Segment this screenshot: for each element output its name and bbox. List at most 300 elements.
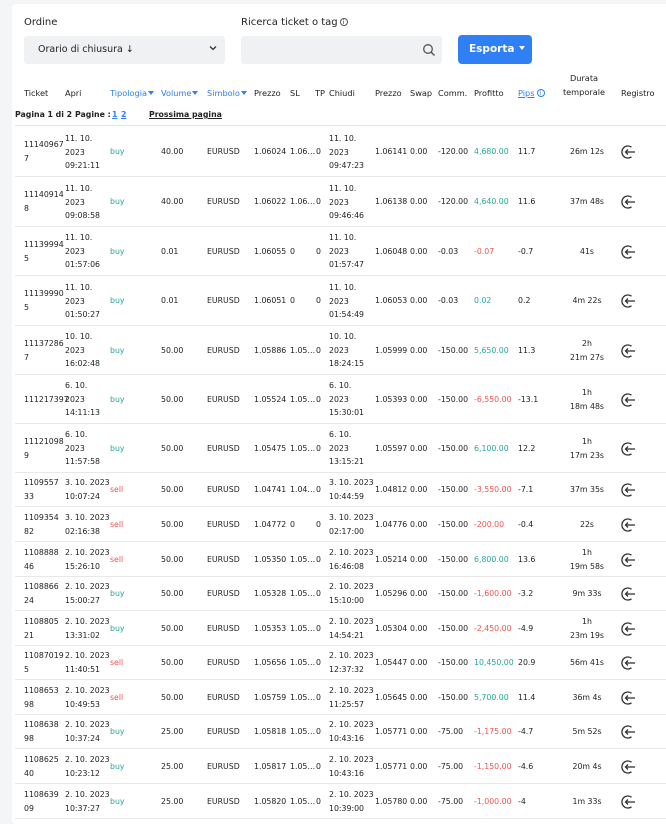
cell-text: 11140967 [24, 140, 64, 149]
journal-icon[interactable] [621, 552, 637, 568]
table-row [15, 276, 666, 326]
journal-icon[interactable] [621, 586, 637, 602]
cell-text: buy [110, 346, 125, 355]
cell-text: -0.07 [474, 247, 495, 256]
cell-text: 2h [582, 339, 592, 348]
cell-sl [290, 691, 315, 705]
cell-text: 1.05780 [375, 797, 408, 806]
cell-text: 50.00 [161, 693, 184, 702]
cell-text: 1.05… [290, 797, 316, 806]
cell-text: 1.05… [290, 395, 316, 404]
cell-price-close [375, 725, 407, 739]
order-label: Ordine [24, 17, 58, 28]
cell-text: 0.00 [410, 727, 428, 736]
cell-text: 1.04776 [375, 520, 408, 529]
cell-text: -150.00 [438, 693, 469, 702]
journal-icon[interactable] [621, 293, 637, 309]
cell-volume [161, 344, 183, 358]
journal-icon[interactable] [621, 517, 637, 533]
page-of: Pagina 1 di 2 [15, 110, 73, 119]
table-row [15, 749, 666, 784]
table-row [15, 577, 666, 611]
cell-price-close [375, 553, 407, 567]
cell-text: 8 [24, 203, 29, 213]
cell-duration [552, 760, 622, 774]
cell-text: 0 [316, 346, 321, 355]
journal-icon[interactable] [621, 441, 637, 457]
cell-pips [518, 760, 533, 774]
cell-open [65, 182, 100, 223]
cell-text: 50.00 [161, 444, 184, 453]
cell-swap [410, 393, 427, 407]
cell-text: -150.00 [438, 346, 469, 355]
cell-text: 0 [316, 520, 321, 529]
cell-sl [290, 294, 295, 308]
export-button[interactable]: Esporta [458, 35, 532, 64]
cell-text: 1.05820 [254, 797, 287, 806]
cell-type [110, 725, 125, 739]
cell-open [65, 132, 100, 173]
cell-text: 11.3 [518, 346, 536, 355]
cell-close [329, 684, 374, 711]
cell-sl [290, 622, 315, 636]
cell-text: -3,550.00 [474, 485, 512, 494]
cell-text: -0.03 [438, 247, 459, 256]
cell-tp [316, 622, 321, 636]
cell-text: 0 [290, 520, 295, 529]
cell-swap [410, 553, 427, 567]
cell-text: sell [110, 520, 124, 529]
cell-price-open [254, 518, 286, 532]
cell-text: 11.4 [518, 693, 536, 702]
cell-text: 25.00 [161, 727, 184, 736]
cell-text: 1.05328 [254, 589, 287, 598]
cell-text: EURUSD [207, 624, 240, 633]
cell-text: 5 [24, 253, 29, 263]
cell-profit [474, 393, 512, 407]
cell-text: 1.05… [290, 346, 316, 355]
page-link-2[interactable]: 2 [121, 110, 127, 119]
cell-text: 2. 10. 2023 [65, 651, 110, 660]
cell-text: 21m 27s [570, 352, 604, 362]
cell-text: 1.05645 [375, 693, 408, 702]
cell-price-close [375, 245, 407, 259]
cell-swap [410, 442, 427, 456]
cell-text: 1.05… [290, 444, 316, 453]
cell-text: 01:57:47 [329, 260, 365, 270]
cell-swap [410, 294, 427, 308]
cell-text: 1.05… [290, 762, 316, 771]
cell-text: 2023 [65, 394, 85, 404]
col-duration: Durata temporale [562, 73, 606, 97]
cell-text: 0.01 [161, 247, 179, 256]
cell-text: 0.00 [410, 147, 428, 156]
cell-text: 40 [24, 768, 34, 778]
cell-symbol [207, 145, 240, 159]
cell-open [65, 476, 110, 503]
cell-close [329, 753, 374, 780]
table-row [15, 326, 666, 375]
cell-tp [316, 553, 321, 567]
cell-swap [410, 245, 427, 259]
cell-text: 17m 23s [570, 450, 604, 460]
cell-text: 2. 10. 2023 [329, 582, 374, 591]
cell-close [329, 281, 364, 322]
cell-text: -2,450.00 [474, 624, 512, 633]
cell-text: 1m 33s [572, 797, 602, 806]
cell-close [329, 511, 374, 538]
cell-text: 50.00 [161, 624, 184, 633]
cell-price-open [254, 344, 286, 358]
cell-close [329, 649, 374, 676]
cell-pips [518, 483, 533, 497]
cell-text: 1.06024 [254, 147, 287, 156]
cell-text: 1.05759 [254, 693, 287, 702]
cell-duration [552, 483, 622, 497]
cell-text: -1,600.00 [474, 589, 512, 598]
cell-text: 11137286 [24, 339, 64, 348]
order-select-value: Orario di chiusura ↓ [38, 44, 134, 55]
cell-ticket [24, 435, 64, 462]
col-journal: Registro [621, 88, 655, 98]
journal-icon[interactable] [621, 194, 637, 210]
cell-text: 09:47:23 [329, 161, 365, 171]
cell-ticket [24, 615, 59, 642]
cell-type [110, 760, 125, 774]
cell-text: 0.00 [410, 797, 428, 806]
cell-text: 2. 10. 2023 [65, 790, 110, 799]
cell-sl [290, 760, 315, 774]
journal-icon[interactable] [621, 343, 637, 359]
cell-text: 2. 10. 2023 [65, 686, 110, 695]
cell-text: 9m 33s [572, 589, 602, 598]
cell-text: 10. 10. [329, 332, 357, 341]
journal-icon[interactable] [621, 244, 637, 260]
cell-text: 2. 10. 2023 [329, 790, 374, 799]
cell-text: 0.00 [410, 346, 428, 355]
cell-open [65, 615, 110, 642]
cell-type [110, 393, 125, 407]
cell-text: 16:02:48 [65, 359, 101, 369]
cell-price-close [375, 442, 407, 456]
journal-icon[interactable] [621, 655, 637, 671]
cell-text: 09:21:11 [65, 161, 101, 171]
cell-text: 56m 41s [570, 658, 604, 667]
cell-price-close [375, 195, 407, 209]
cell-ticket [24, 287, 64, 314]
cell-text: EURUSD [207, 589, 240, 598]
cell-profit [474, 245, 494, 259]
cell-swap [410, 622, 427, 636]
cell-pips [518, 622, 533, 636]
cell-text: -0.7 [518, 247, 534, 256]
cell-text: buy [110, 247, 125, 256]
cell-text: 1.05771 [375, 727, 408, 736]
cell-close [329, 231, 364, 272]
journal-icon[interactable] [621, 759, 637, 775]
cell-text: 26m 12s [570, 147, 604, 156]
col-volume[interactable]: Volume [161, 88, 198, 98]
cell-pips [518, 656, 535, 670]
cell-text: 7 [24, 352, 29, 362]
cell-text: -4 [518, 797, 526, 806]
cell-pips [518, 393, 538, 407]
cell-symbol [207, 622, 240, 636]
cell-duration [552, 294, 622, 308]
cell-text: buy [110, 147, 125, 156]
cell-open [65, 649, 110, 676]
cell-tp [316, 725, 321, 739]
cell-text: 0.00 [410, 197, 428, 206]
cell-text: 11. 10. [65, 134, 93, 143]
search-input[interactable] [241, 36, 416, 64]
cell-tp [316, 442, 321, 456]
cell-text: 6. 10. [65, 381, 88, 390]
cell-text: -7.1 [518, 485, 534, 494]
cell-type [110, 622, 125, 636]
cell-text: 15:30:01 [329, 408, 365, 418]
cell-text: 11.7 [518, 147, 536, 156]
cell-text: 33 [24, 491, 34, 501]
cell-volume [161, 483, 183, 497]
cell-swap [410, 725, 427, 739]
next-page-link[interactable]: Prossima pagina [149, 110, 222, 119]
cell-text: 2023 [329, 296, 349, 306]
cell-text: 2023 [65, 443, 85, 453]
cell-text: 0.00 [410, 693, 428, 702]
cell-symbol [207, 725, 240, 739]
cell-pips [518, 587, 533, 601]
cell-tp [316, 344, 321, 358]
cell-tp [316, 195, 321, 209]
cell-text: 20.9 [518, 658, 536, 667]
cell-text: 1.05817 [254, 762, 287, 771]
cell-commission [438, 442, 468, 456]
cell-sl [290, 483, 315, 497]
cell-text: -13.1 [518, 395, 539, 404]
cell-swap [410, 195, 427, 209]
cell-sl [290, 518, 295, 532]
cell-text: 22s [580, 520, 594, 529]
cell-open [65, 718, 110, 745]
cell-text: 13:31:02 [65, 630, 101, 640]
cell-volume [161, 587, 183, 601]
col-symbol[interactable]: Simbolo [207, 88, 247, 98]
cell-type [110, 294, 125, 308]
cell-text: sell [110, 485, 124, 494]
cell-price-close [375, 518, 407, 532]
cell-open [65, 580, 110, 607]
cell-text: 1108639 [24, 790, 59, 799]
cell-type [110, 483, 123, 497]
journal-icon[interactable] [621, 482, 637, 498]
cell-text: 1109557 [24, 478, 59, 487]
cell-close [329, 132, 364, 173]
cell-text: 3. 10. 2023 [65, 513, 110, 522]
cell-text: 2. 10. 2023 [329, 548, 374, 557]
cell-text: EURUSD [207, 797, 240, 806]
cell-text: 2023 [329, 246, 349, 256]
cell-text: EURUSD [207, 346, 240, 355]
cell-text: -4.9 [518, 624, 534, 633]
cell-text: 2023 [65, 345, 85, 355]
cell-commission [438, 518, 468, 532]
cell-text: 0.00 [410, 624, 428, 633]
col-open: Apri [65, 88, 82, 98]
cell-open [65, 511, 110, 538]
cell-volume [161, 145, 183, 159]
cell-text: 0 [290, 247, 295, 256]
cell-profit [474, 691, 509, 705]
cell-text: 09:46:46 [329, 211, 365, 221]
cell-text: 10,450.00 [474, 658, 514, 667]
cell-text: 02:16:38 [65, 526, 101, 536]
cell-text: -120.00 [438, 197, 469, 206]
cell-duration [552, 245, 622, 259]
cell-text: 10:43:16 [329, 733, 365, 743]
cell-price-close [375, 691, 407, 705]
cell-price-open [254, 760, 286, 774]
cell-text: 2. 10. 2023 [329, 617, 374, 626]
cell-tp [316, 294, 321, 308]
cell-commission [438, 725, 463, 739]
cell-tp [316, 483, 321, 497]
cell-text: 1.06… [290, 197, 316, 206]
cell-text: 2023 [65, 147, 85, 157]
cell-close [329, 330, 364, 371]
cell-price-open [254, 442, 286, 456]
cell-duration [552, 546, 622, 573]
cell-type [110, 195, 125, 209]
cell-profit [474, 622, 512, 636]
cell-text: 50.00 [161, 520, 184, 529]
cell-text: 2. 10. 2023 [329, 720, 374, 729]
cell-text: buy [110, 727, 125, 736]
cell-sl [290, 587, 315, 601]
cell-text: 1.04741 [254, 485, 287, 494]
cell-text: 11:40:51 [65, 664, 101, 674]
cell-text: 3. 10. 2023 [65, 478, 110, 487]
journal-icon[interactable] [621, 724, 637, 740]
cell-text: 2023 [329, 394, 349, 404]
cell-type [110, 656, 123, 670]
cell-text: 11. 10. [329, 233, 357, 242]
cell-price-open [254, 294, 286, 308]
cell-text: 0.00 [410, 589, 428, 598]
info-icon: i [340, 18, 348, 26]
journal-icon[interactable] [621, 621, 637, 637]
cell-ticket [24, 718, 59, 745]
cell-text: 11. 10. [329, 184, 357, 193]
cell-text: buy [110, 197, 125, 206]
search-box[interactable] [241, 36, 442, 64]
cell-text: 1.05… [290, 589, 316, 598]
col-pips[interactable]: Pips i [518, 88, 545, 98]
cell-text: 2023 [65, 197, 85, 207]
cell-text: 10:44:59 [329, 491, 365, 501]
cell-commission [438, 294, 458, 308]
cell-text: 1.04812 [375, 485, 408, 494]
cell-symbol [207, 553, 240, 567]
order-select[interactable] [24, 36, 225, 64]
cell-text: 1.05393 [375, 395, 408, 404]
cell-volume [161, 294, 178, 308]
cell-text: EURUSD [207, 762, 240, 771]
cell-text: EURUSD [207, 485, 240, 494]
cell-text: 5,650.00 [474, 346, 509, 355]
cell-sl [290, 442, 315, 456]
cell-ticket [24, 546, 59, 573]
col-tp: TP [315, 88, 325, 98]
cell-symbol [207, 344, 240, 358]
cell-type [110, 145, 125, 159]
cell-text: 0 [316, 555, 321, 564]
cell-text: 4m 22s [572, 296, 602, 305]
cell-price-open [254, 553, 286, 567]
cell-profit [474, 760, 512, 774]
cell-text: 1h [582, 388, 592, 397]
cell-text: 0 [316, 444, 321, 453]
cell-text: 1108625 [24, 755, 59, 764]
cell-volume [161, 622, 183, 636]
cell-text: 6. 10. [65, 430, 88, 439]
cell-text: 1.05… [290, 693, 316, 702]
table-row [15, 507, 666, 542]
caret-down-icon [519, 46, 525, 50]
journal-icon[interactable] [621, 690, 637, 706]
cell-text: 1.05771 [375, 762, 408, 771]
page-link-1[interactable]: 1 [112, 110, 118, 119]
cell-pips [518, 442, 535, 456]
pagination [15, 104, 666, 126]
cell-open [65, 753, 110, 780]
journal-icon[interactable] [621, 144, 637, 160]
col-type[interactable]: Tipologia [110, 88, 154, 98]
cell-text: EURUSD [207, 658, 240, 667]
cell-text: 11. 10. [329, 283, 357, 292]
cell-swap [410, 656, 427, 670]
search-icon[interactable] [422, 43, 436, 57]
cell-text: 1.06141 [375, 147, 408, 156]
journal-icon[interactable] [621, 392, 637, 408]
cell-tp [316, 656, 321, 670]
cell-text: 10. 10. [65, 332, 93, 341]
journal-icon[interactable] [621, 794, 637, 810]
cell-text: 2023 [329, 345, 349, 355]
cell-text: 0.00 [410, 247, 428, 256]
cell-text: 1109354 [24, 513, 59, 522]
cell-text: 5m 52s [572, 727, 602, 736]
cell-sl [290, 195, 315, 209]
cell-commission [438, 483, 468, 497]
search-label: Ricerca ticket o tag i [241, 17, 348, 28]
table-row [15, 715, 666, 749]
cell-close [329, 615, 374, 642]
cell-text: 1.04772 [254, 520, 287, 529]
cell-text: EURUSD [207, 555, 240, 564]
cell-text: 2023 [65, 296, 85, 306]
cell-text: -150.00 [438, 589, 469, 598]
cell-type [110, 344, 125, 358]
cell-text: buy [110, 395, 125, 404]
cell-text: 18:24:15 [329, 359, 365, 369]
pages-label: Pagine : [75, 110, 111, 119]
cell-text: 0 [316, 147, 321, 156]
cell-text: 1h [582, 437, 592, 446]
cell-pips [518, 294, 530, 308]
cell-commission [438, 145, 468, 159]
cell-type [110, 587, 125, 601]
